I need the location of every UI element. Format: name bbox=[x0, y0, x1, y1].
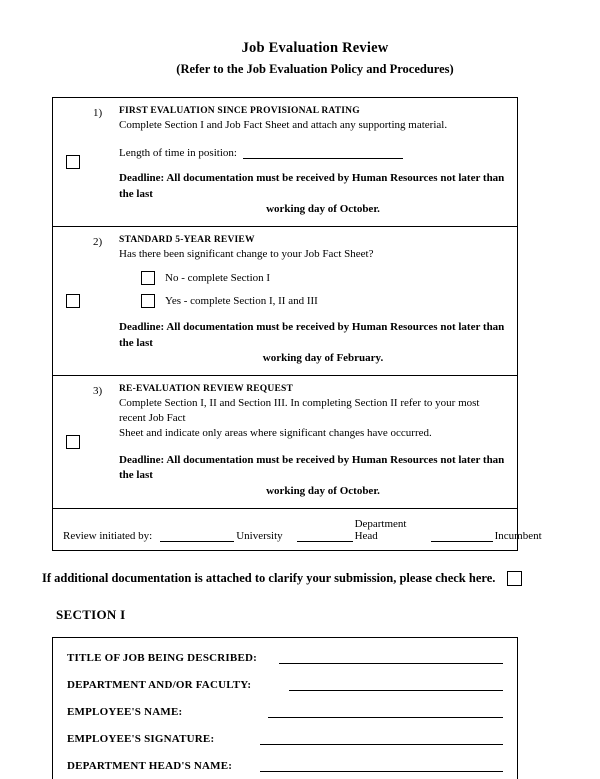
review-option-2 bbox=[53, 227, 517, 376]
review-option-1 bbox=[53, 98, 517, 227]
option-2-deadline-line1: Deadline: All documentation must be received by Human Resources not later than the last bbox=[119, 321, 505, 349]
field-row bbox=[53, 644, 517, 671]
field-label-job-title: TITLE OF JOB BEING DESCRIBED: bbox=[67, 652, 257, 665]
option-1-checkbox-cell bbox=[53, 98, 93, 226]
review-options-box bbox=[52, 97, 542, 551]
title-block bbox=[28, 40, 572, 77]
department-head-input[interactable] bbox=[297, 530, 353, 542]
option-3-deadline bbox=[119, 453, 507, 499]
university-label: University bbox=[236, 530, 283, 543]
option-2-heading: STANDARD 5-YEAR REVIEW bbox=[119, 235, 255, 246]
review-initiated-label: Review initiated by: bbox=[63, 530, 153, 543]
option-2-text: Has there been significant change to your Job Fact Sheet? bbox=[119, 248, 374, 261]
signature-university bbox=[152, 530, 282, 542]
signature-department-head bbox=[283, 518, 419, 542]
option-1-number: 1) bbox=[93, 107, 103, 120]
field-label-employee-name: EMPLOYEE'S NAME: bbox=[67, 706, 183, 719]
page-subtitle: (Refer to the Job Evaluation Policy and Procedures) bbox=[176, 62, 454, 77]
page-title: Job Evaluation Review bbox=[241, 40, 389, 56]
option-2-number: 2) bbox=[93, 236, 103, 249]
field-input-employee-name[interactable] bbox=[268, 705, 503, 718]
option-2-checkbox[interactable] bbox=[66, 294, 80, 308]
field-row bbox=[53, 698, 517, 725]
length-of-time-label: Length of time in position: bbox=[119, 147, 237, 160]
option-2-deadline-line2: working day of February. bbox=[262, 352, 384, 365]
document-body bbox=[28, 18, 572, 779]
field-input-job-title[interactable] bbox=[279, 651, 503, 664]
option-1-checkbox[interactable] bbox=[66, 155, 80, 169]
section-one-title: SECTION I bbox=[56, 607, 126, 623]
review-option-3 bbox=[53, 376, 517, 509]
option-2-yes-row bbox=[119, 294, 507, 308]
option-2-no-checkbox[interactable] bbox=[141, 271, 155, 285]
option-2-yes-label: Yes - complete Section I, II and III bbox=[165, 295, 318, 308]
additional-documentation-checkbox[interactable] bbox=[507, 571, 522, 586]
additional-documentation-text: If additional documentation is attached to clarify your submission, please check here. bbox=[42, 571, 496, 586]
length-of-time-field bbox=[119, 147, 507, 159]
field-label-employee-signature: EMPLOYEE'S SIGNATURE: bbox=[67, 733, 215, 746]
field-input-employee-signature[interactable] bbox=[260, 732, 503, 745]
department-head-label: Department Head bbox=[354, 518, 407, 543]
university-input[interactable] bbox=[160, 530, 234, 542]
field-label-department-faculty: DEPARTMENT AND/OR FACULTY: bbox=[67, 679, 252, 692]
field-row bbox=[53, 725, 517, 752]
option-2-yes-checkbox[interactable] bbox=[141, 294, 155, 308]
option-2-deadline bbox=[119, 320, 507, 366]
review-initiated-row bbox=[53, 509, 542, 550]
option-1-content bbox=[119, 98, 517, 226]
option-3-number: 3) bbox=[93, 385, 103, 398]
incumbent-label: Incumbent bbox=[494, 530, 542, 543]
option-1-text: Complete Section I and Job Fact Sheet and attach any supporting material. bbox=[119, 119, 448, 132]
option-1-deadline-line2: working day of October. bbox=[266, 203, 380, 216]
field-input-department-faculty[interactable] bbox=[289, 678, 503, 691]
field-input-department-head-name[interactable] bbox=[260, 759, 503, 772]
incumbent-input[interactable] bbox=[431, 530, 493, 542]
option-1-heading: FIRST EVALUATION SINCE PROVISIONAL RATING bbox=[119, 106, 360, 117]
field-label-department-head-name: DEPARTMENT HEAD'S NAME: bbox=[67, 760, 233, 773]
option-3-checkbox[interactable] bbox=[66, 435, 80, 449]
option-2-no-label: No - complete Section I bbox=[165, 272, 271, 285]
option-1-deadline bbox=[119, 171, 507, 217]
option-1-deadline-line1: Deadline: All documentation must be received by Human Resources not later than the last bbox=[119, 172, 505, 200]
field-row bbox=[53, 671, 517, 698]
option-2-checkbox-cell bbox=[53, 227, 93, 375]
field-row bbox=[53, 752, 517, 779]
option-3-checkbox-cell bbox=[53, 376, 93, 508]
option-3-content bbox=[119, 376, 517, 508]
length-of-time-input[interactable] bbox=[243, 147, 403, 159]
additional-documentation-row bbox=[42, 571, 572, 586]
section-one-fields bbox=[52, 637, 518, 779]
option-3-deadline-line1: Deadline: All documentation must be received by Human Resources not later than the last bbox=[119, 453, 505, 482]
option-2-content bbox=[119, 227, 517, 375]
option-2-no-row bbox=[119, 271, 507, 285]
option-3-deadline-line2: working day of October. bbox=[266, 484, 380, 497]
signature-incumbent bbox=[419, 530, 542, 542]
option-3-text-line1: Complete Section I, II and Section III. In completing Section II refer to your most recent Job Fact bbox=[119, 397, 480, 425]
option-3-heading: RE-EVALUATION REVIEW REQUEST bbox=[119, 384, 294, 395]
option-3-text-line2: Sheet and indicate only areas where significant changes have occurred. bbox=[119, 427, 432, 440]
